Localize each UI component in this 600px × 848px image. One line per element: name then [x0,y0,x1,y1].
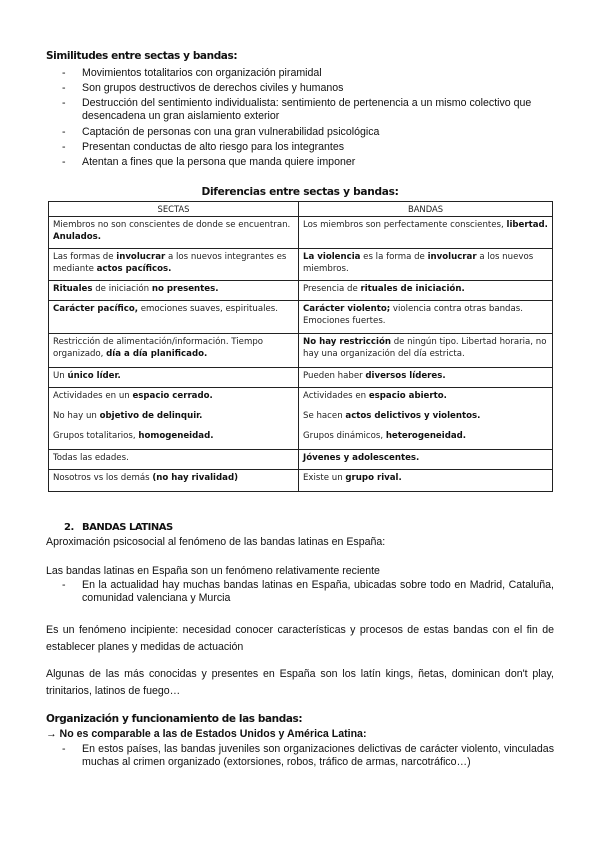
table-row [49,428,553,450]
cell-bandas: Actividades en espacio abierto. [299,388,553,408]
section-number: 2. [64,522,74,533]
table-row [49,388,553,408]
bullet-dash: - [62,97,66,109]
similitudes-heading: Similitudes entre sectas y bandas: [46,50,238,62]
cell-sectas: Actividades en un espacio cerrado. [49,388,299,408]
table-row [49,281,553,301]
cell-bandas: La violencia es la forma de involucrar a los nuevos miembros. [299,249,553,281]
cell-bandas: Se hacen actos delictivos y violentos. [299,408,553,428]
table-row [49,301,553,334]
column-header-sectas: SECTAS [49,202,299,217]
cell-sectas: No hay un objetivo de delinquir. [49,408,299,428]
section-heading-bandas-latinas [64,522,173,533]
table-row [49,249,553,281]
bullet-dash: - [62,141,66,153]
bullet-dash: - [62,156,66,168]
similitudes-item: - Presentan conductas de alto riesgo para los integrantes [62,141,345,153]
column-header-bandas: BANDAS [299,202,553,217]
bullet-dash: - [62,743,66,755]
section-title: BANDAS LATINAS [82,522,173,533]
bullet-dash: - [62,67,66,79]
table-row [49,217,553,249]
paragraph-incipiente: Es un fenómeno incipiente: necesidad conocer características y procesos de estas bandas con el fin de establecer planes y medidas de actuación [46,624,554,653]
table-row [49,408,553,428]
cell-sectas: Las formas de involucrar a los nuevos integrantes es mediante actos pacíficos. [49,249,299,281]
comparison-line: → No es comparable a las de Estados Unidos y América Latina: [46,728,367,740]
bullet-dash: - [62,126,66,138]
table-row [49,450,553,470]
cell-bandas: Pueden haber diversos líderes. [299,368,553,388]
cell-sectas: Miembros no son conscientes de donde se encuentran. Anulados. [49,217,299,249]
paragraph-conocidas: Algunas de las más conocidas y presentes en España son los latín kings, ñetas, dominican don't play, trinitarios, latinos de fuego… [46,668,554,697]
cell-bandas: Los miembros son perfectamente conscientes, libertad. [299,217,553,249]
cell-bandas: No hay restricción de ningún tipo. Libertad horaria, no hay una organización del día estricta. [299,334,553,368]
similitudes-item: - Captación de personas con una gran vulnerabilidad psicológica [62,126,380,138]
bandas-latinas-bullet: - En la actualidad hay muchas bandas latinas en España, ubicadas sobre todo en Madrid, Cataluña, comunidad valenciana y Murcia [62,579,554,605]
bullet-dash: - [62,82,66,94]
similitudes-item: - Son grupos destructivos de derechos civiles y humanos [62,82,344,94]
paragraph-intro: Aproximación psicosocial al fenómeno de las bandas latinas en España: [46,536,386,548]
table-header-row [49,202,553,217]
table-row [49,368,553,388]
cell-sectas: Un único líder. [49,368,299,388]
organizacion-heading: Organización y funcionamiento de las bandas: [46,713,303,725]
diferencias-title: Diferencias entre sectas y bandas: [201,186,399,198]
table-row [49,470,553,492]
similitudes-item: - Movimientos totalitarios con organización piramidal [62,67,322,79]
diferencias-table [48,201,553,492]
cell-sectas: Rituales de iniciación no presentes. [49,281,299,301]
similitudes-item: - Destrucción del sentimiento individualista: sentimiento de pertenencia a un mismo colectivo que desencadena un gran aislamiento exterior [62,97,532,123]
cell-bandas: Carácter violento; violencia contra otras bandas. Emociones fuertes. [299,301,553,334]
cell-sectas: Grupos totalitarios, homogeneidad. [49,428,299,450]
cell-bandas: Presencia de rituales de iniciación. [299,281,553,301]
cell-sectas: Carácter pacífico, emociones suaves, espirituales. [49,301,299,334]
table-row [49,334,553,368]
paragraph-reciente: Las bandas latinas en España son un fenómeno relativamente reciente [46,565,380,577]
cell-sectas: Todas las edades. [49,450,299,470]
organizacion-bullet: - En estos países, las bandas juveniles son organizaciones delictivas de carácter violento, vinculadas muchas al crimen organizado (extorsiones, robos, tráfico de armas, narcotráfico…) [62,743,554,769]
similitudes-item: - Atentan a fines que la persona que manda quiere imponer [62,156,356,168]
cell-bandas: Grupos dinámicos, heterogeneidad. [299,428,553,450]
cell-sectas: Nosotros vs los demás (no hay rivalidad) [49,470,299,492]
cell-bandas: Jóvenes y adolescentes. [299,450,553,470]
cell-sectas: Restricción de alimentación/información. Tiempo organizado, día a día planificado. [49,334,299,368]
cell-bandas: Existe un grupo rival. [299,470,553,492]
bullet-dash: - [62,579,66,591]
